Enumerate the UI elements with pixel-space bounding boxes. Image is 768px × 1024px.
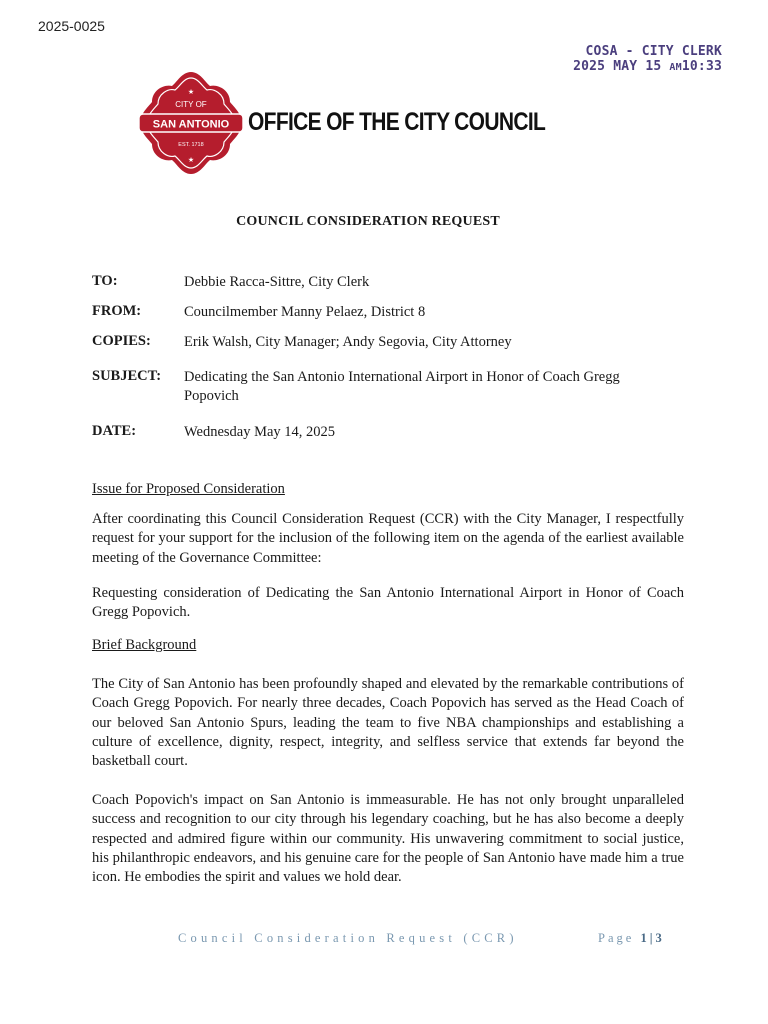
- copies-value: Erik Walsh, City Manager; Andy Segovia, City Attorney: [184, 334, 512, 350]
- office-title: OFFICE OF THE CITY COUNCIL: [248, 108, 546, 136]
- issue-paragraph-1: After coordinating this Council Consideration Request (CCR) with the City Manager, I respectfully request for your support for the inclusion of the following item on the agenda of the earliest available meeting of the Governance Committee:: [92, 511, 684, 566]
- background-paragraph-1: The City of San Antonio has been profoundly shaped and elevated by the remarkable contributions of Coach Gregg Popovich. For nearly three decades, Coach Popovich has served as the Head Coach of our beloved San Antonio Spurs, leading the team to five NBA championships and establishing a culture of excellence, dignity, respect, integrity, and selfless service that extends far beyond the basketball court.: [92, 676, 684, 770]
- footer-title: Council Consideration Request (CCR): [178, 931, 518, 945]
- issue-paragraph-2: Requesting consideration of Dedicating the San Antonio International Airport in Honor of Coach Gregg Popovich.: [92, 585, 684, 621]
- seal-star-top: ★: [187, 89, 195, 96]
- stamp-date: 2025 MAY 15: [573, 59, 662, 74]
- date-label: DATE:: [92, 423, 137, 439]
- seal-star-bottom: ★: [187, 157, 195, 164]
- stamp-time: 10:33: [681, 59, 722, 74]
- to-label: TO:: [92, 273, 118, 289]
- seal-established: EST. 1718: [178, 142, 204, 148]
- seal-name: SAN ANTONIO: [152, 118, 230, 131]
- date-value: Wednesday May 14, 2025: [184, 424, 336, 440]
- document-number: 2025-0025: [38, 18, 105, 34]
- subject-label: SUBJECT:: [92, 368, 162, 384]
- stamp-line-1: COSA - CITY CLERK: [585, 44, 722, 59]
- city-clerk-stamp: [573, 44, 722, 75]
- page-label: Page: [598, 931, 635, 945]
- to-value: Debbie Racca-Sittre, City Clerk: [184, 274, 370, 290]
- stamp-line-2: [573, 59, 722, 75]
- page-number: 1|3: [640, 931, 665, 945]
- san-antonio-seal-logo: [138, 70, 244, 176]
- from-value: Councilmember Manny Pelaez, District 8: [184, 304, 426, 320]
- from-label: FROM:: [92, 303, 142, 319]
- background-section-title: Brief Background: [92, 637, 197, 653]
- seal-city-of: CITY OF: [175, 100, 207, 109]
- document-heading: COUNCIL CONSIDERATION REQUEST: [236, 214, 500, 229]
- background-paragraph-2: Coach Popovich's impact on San Antonio is immeasurable. He has not only brought unparalleled success and recognition to our city through his legendary coaching, but he has also become a deeply respected and admired figure within our community. His unwavering commitment to social justice, his philanthropic endeavors, and his genuine care for the people of San Antonio have made him a true icon. He embodies the spirit and values we hold dear.: [92, 792, 684, 886]
- copies-label: COPIES:: [92, 333, 151, 349]
- subject-value: Dedicating the San Antonio International Airport in Honor of Coach Gregg Popovich: [184, 369, 620, 404]
- stamp-ampm: AM: [669, 62, 682, 73]
- issue-section-title: Issue for Proposed Consideration: [92, 481, 285, 497]
- page-indicator: [598, 931, 665, 946]
